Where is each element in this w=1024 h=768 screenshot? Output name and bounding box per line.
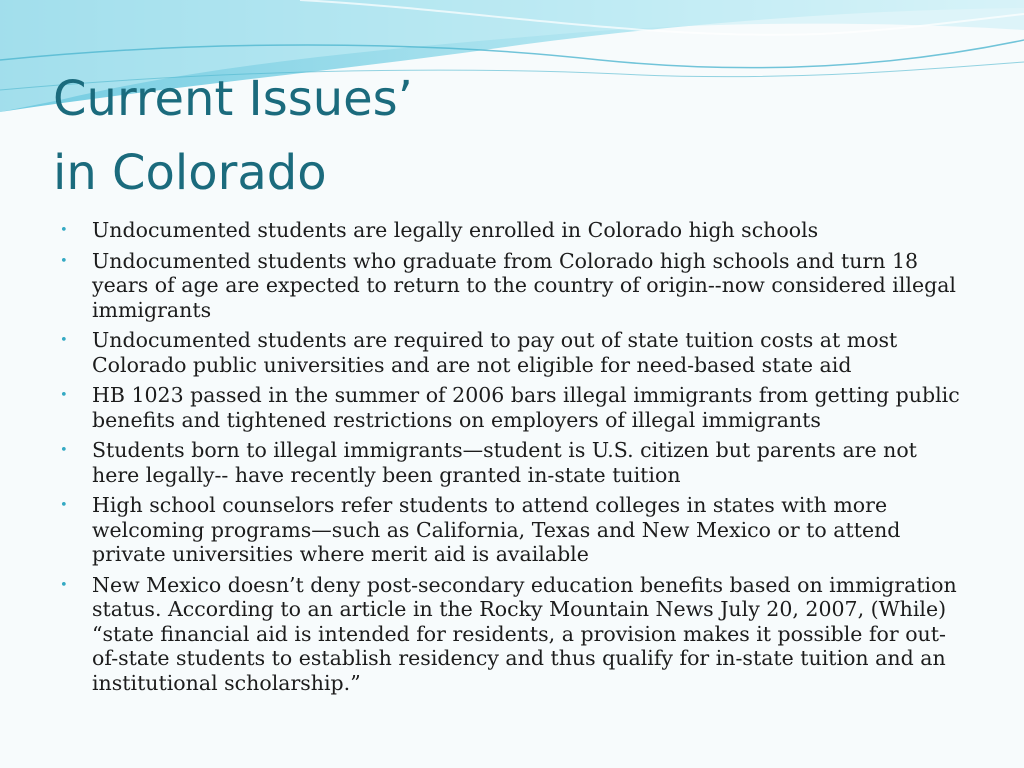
list-item bbox=[60, 218, 970, 243]
bullet-icon: • bbox=[60, 223, 68, 238]
bullet-icon: • bbox=[60, 577, 68, 593]
list-item-text: New Mexico doesn’t deny post-secondary education benefits based on immigration status. According to an article in the Rocky Mountain News July 20, 2007, (While) “state financial aid is intended for residents, a provision makes it possible for out-of-state students to establish residency and thus qualify for in-state tuition and an institutional scholarship.” bbox=[92, 572, 957, 695]
bullet-icon: • bbox=[60, 498, 68, 513]
bullet-icon: • bbox=[60, 443, 68, 458]
bullet-list bbox=[60, 218, 970, 701]
list-item-text: Undocumented students who graduate from Colorado high schools and turn 18 years of age are expected to return to the country of origin--now considered illegal immigrants bbox=[92, 248, 956, 322]
list-item bbox=[60, 438, 970, 487]
title-line-1: Current Issues’ bbox=[53, 71, 413, 127]
bullet-icon: • bbox=[60, 333, 68, 348]
list-item-text: Undocumented students are legally enrolled in Colorado high schools bbox=[92, 218, 819, 242]
list-item bbox=[60, 493, 970, 567]
list-item bbox=[60, 383, 970, 432]
list-item bbox=[60, 328, 970, 377]
list-item-text: High school counselors refer students to attend colleges in states with more welcoming programs—such as California, Texas and New Mexico or to attend private universities where merit aid is available bbox=[92, 493, 901, 566]
list-item bbox=[60, 249, 970, 323]
bullet-icon: • bbox=[60, 388, 68, 403]
page-title bbox=[53, 62, 413, 210]
title-line-2: in Colorado bbox=[53, 145, 327, 201]
list-item-text: Undocumented students are required to pay out of state tuition costs at most Colorado public universities and are not eligible for need-based state aid bbox=[92, 328, 898, 377]
list-item-text: Students born to illegal immigrants—student is U.S. citizen but parents are not here legally-- have recently been granted in-state tuition bbox=[92, 438, 917, 487]
list-item bbox=[60, 573, 970, 696]
bullet-icon: • bbox=[60, 253, 68, 269]
list-item-text: HB 1023 passed in the summer of 2006 bars illegal immigrants from getting public benefits and tightened restrictions on employers of illegal immigrants bbox=[92, 383, 960, 432]
